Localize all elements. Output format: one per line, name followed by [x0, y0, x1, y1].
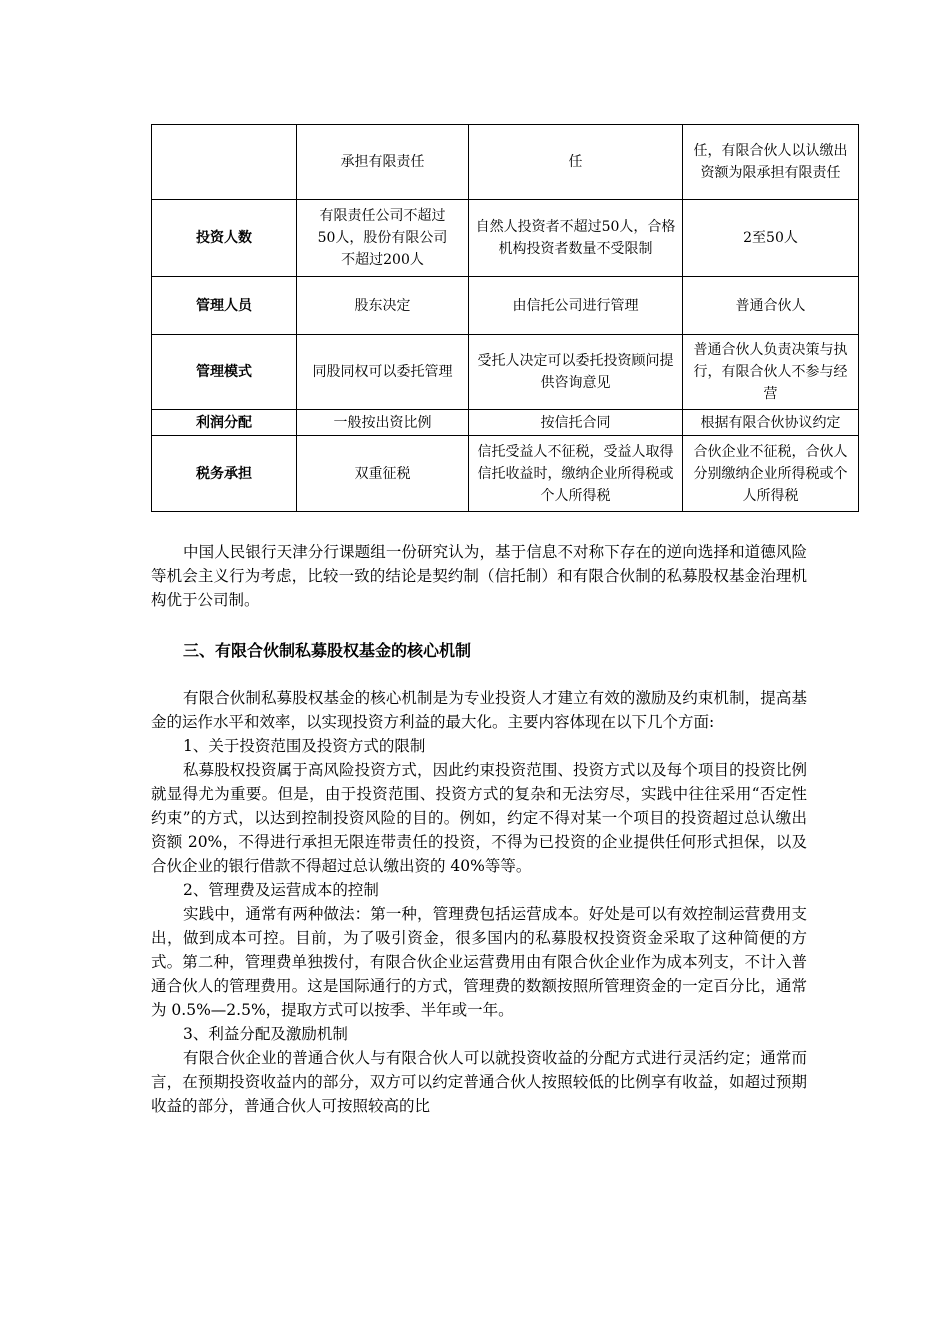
body-text-block — [151, 686, 807, 1118]
paragraph: 实践中，通常有两种做法：第一种，管理费包括运营成本。好处是可以有效控制运营费用支出，做到成本可控。目前，为了吸引资金，很多国内的私募股权投资资金采取了这种简便的方式。第二种，管理费单独拨付，有限合伙企业运营费用由有限合伙企业作为成本列支，不计入普通合伙人的管理费用。这是国际通行的方式，管理费的数额按照所管理资金的一定百分比，通常为 0.5%—2.5%，提取方式可以按季、半年或一年。 — [151, 905, 807, 1019]
row-label: 管理人员 — [152, 277, 297, 335]
item-title: 3、利益分配及激励机制 — [183, 1025, 348, 1043]
cell-trust: 自然人投资者不超过50人，合格机构投资者数量不受限制 — [469, 200, 683, 277]
table-row — [152, 277, 859, 335]
cell-company: 一般按出资比例 — [297, 410, 469, 436]
table-row — [152, 335, 859, 410]
cell-partnership: 根据有限合伙协议约定 — [683, 410, 859, 436]
cell-company: 有限责任公司不超过50人，股份有限公司不超过200人 — [297, 200, 469, 277]
cell-partnership: 2至50人 — [683, 200, 859, 277]
table-row — [152, 125, 859, 200]
cell-trust: 任 — [469, 125, 683, 200]
cell-company: 股东决定 — [297, 277, 469, 335]
table-row — [152, 436, 859, 512]
table-row — [152, 200, 859, 277]
row-label: 投资人数 — [152, 200, 297, 277]
intro-paragraph-block — [151, 540, 807, 612]
paragraph: 有限合伙企业的普通合伙人与有限合伙人可以就投资收益的分配方式进行灵活约定；通常而言，在预期投资收益内的部分，双方可以约定普通合伙人按照较低的比例享有收益，如超过预期收益的部分，普通合伙人可按照较高的比 — [151, 1049, 807, 1115]
section-heading: 三、有限合伙制私募股权基金的核心机制 — [183, 641, 472, 660]
cell-company: 承担有限责任 — [297, 125, 469, 200]
item-title: 2、管理费及运营成本的控制 — [183, 881, 379, 899]
cell-trust: 按信托合同 — [469, 410, 683, 436]
cell-company: 同股同权可以委托管理 — [297, 335, 469, 410]
row-label — [152, 125, 297, 200]
cell-trust: 由信托公司进行管理 — [469, 277, 683, 335]
cell-trust: 信托受益人不征税，受益人取得信托收益时，缴纳企业所得税或个人所得税 — [469, 436, 683, 512]
comparison-table — [151, 124, 859, 512]
row-label: 税务承担 — [152, 436, 297, 512]
cell-trust: 受托人决定可以委托投资顾问提供咨询意见 — [469, 335, 683, 410]
row-label: 管理模式 — [152, 335, 297, 410]
cell-partnership: 普通合伙人负责决策与执行，有限合伙人不参与经营 — [683, 335, 859, 410]
paragraph: 中国人民银行天津分行课题组一份研究认为，基于信息不对称下存在的逆向选择和道德风险等机会主义行为考虑，比较一致的结论是契约制（信托制）和有限合伙制的私募股权基金治理机构优于公司制。 — [151, 543, 807, 609]
paragraph: 私募股权投资属于高风险投资方式，因此约束投资范围、投资方式以及每个项目的投资比例就显得尤为重要。但是，由于投资范围、投资方式的复杂和无法穷尽，实践中往往采用“否定性约束”的方式，以达到控制投资风险的目的。例如，约定不得对某一个项目的投资超过总认缴出资额 20%，不得进行承担无限连带责任的投资，不得为已投资的企业提供任何形式担保，以及合伙企业的银行借款不得超过总认缴出资的 40%等等。 — [151, 761, 807, 875]
cell-partnership: 合伙企业不征税，合伙人分别缴纳企业所得税或个人所得税 — [683, 436, 859, 512]
cell-company: 双重征税 — [297, 436, 469, 512]
paragraph: 有限合伙制私募股权基金的核心机制是为专业投资人才建立有效的激励及约束机制，提高基金的运作水平和效率，以实现投资方利益的最大化。主要内容体现在以下几个方面: — [151, 689, 807, 731]
item-title: 1、关于投资范围及投资方式的限制 — [183, 737, 426, 755]
cell-partnership: 任，有限合伙人以认缴出资额为限承担有限责任 — [683, 125, 859, 200]
cell-partnership: 普通合伙人 — [683, 277, 859, 335]
row-label: 利润分配 — [152, 410, 297, 436]
table-row — [152, 410, 859, 436]
